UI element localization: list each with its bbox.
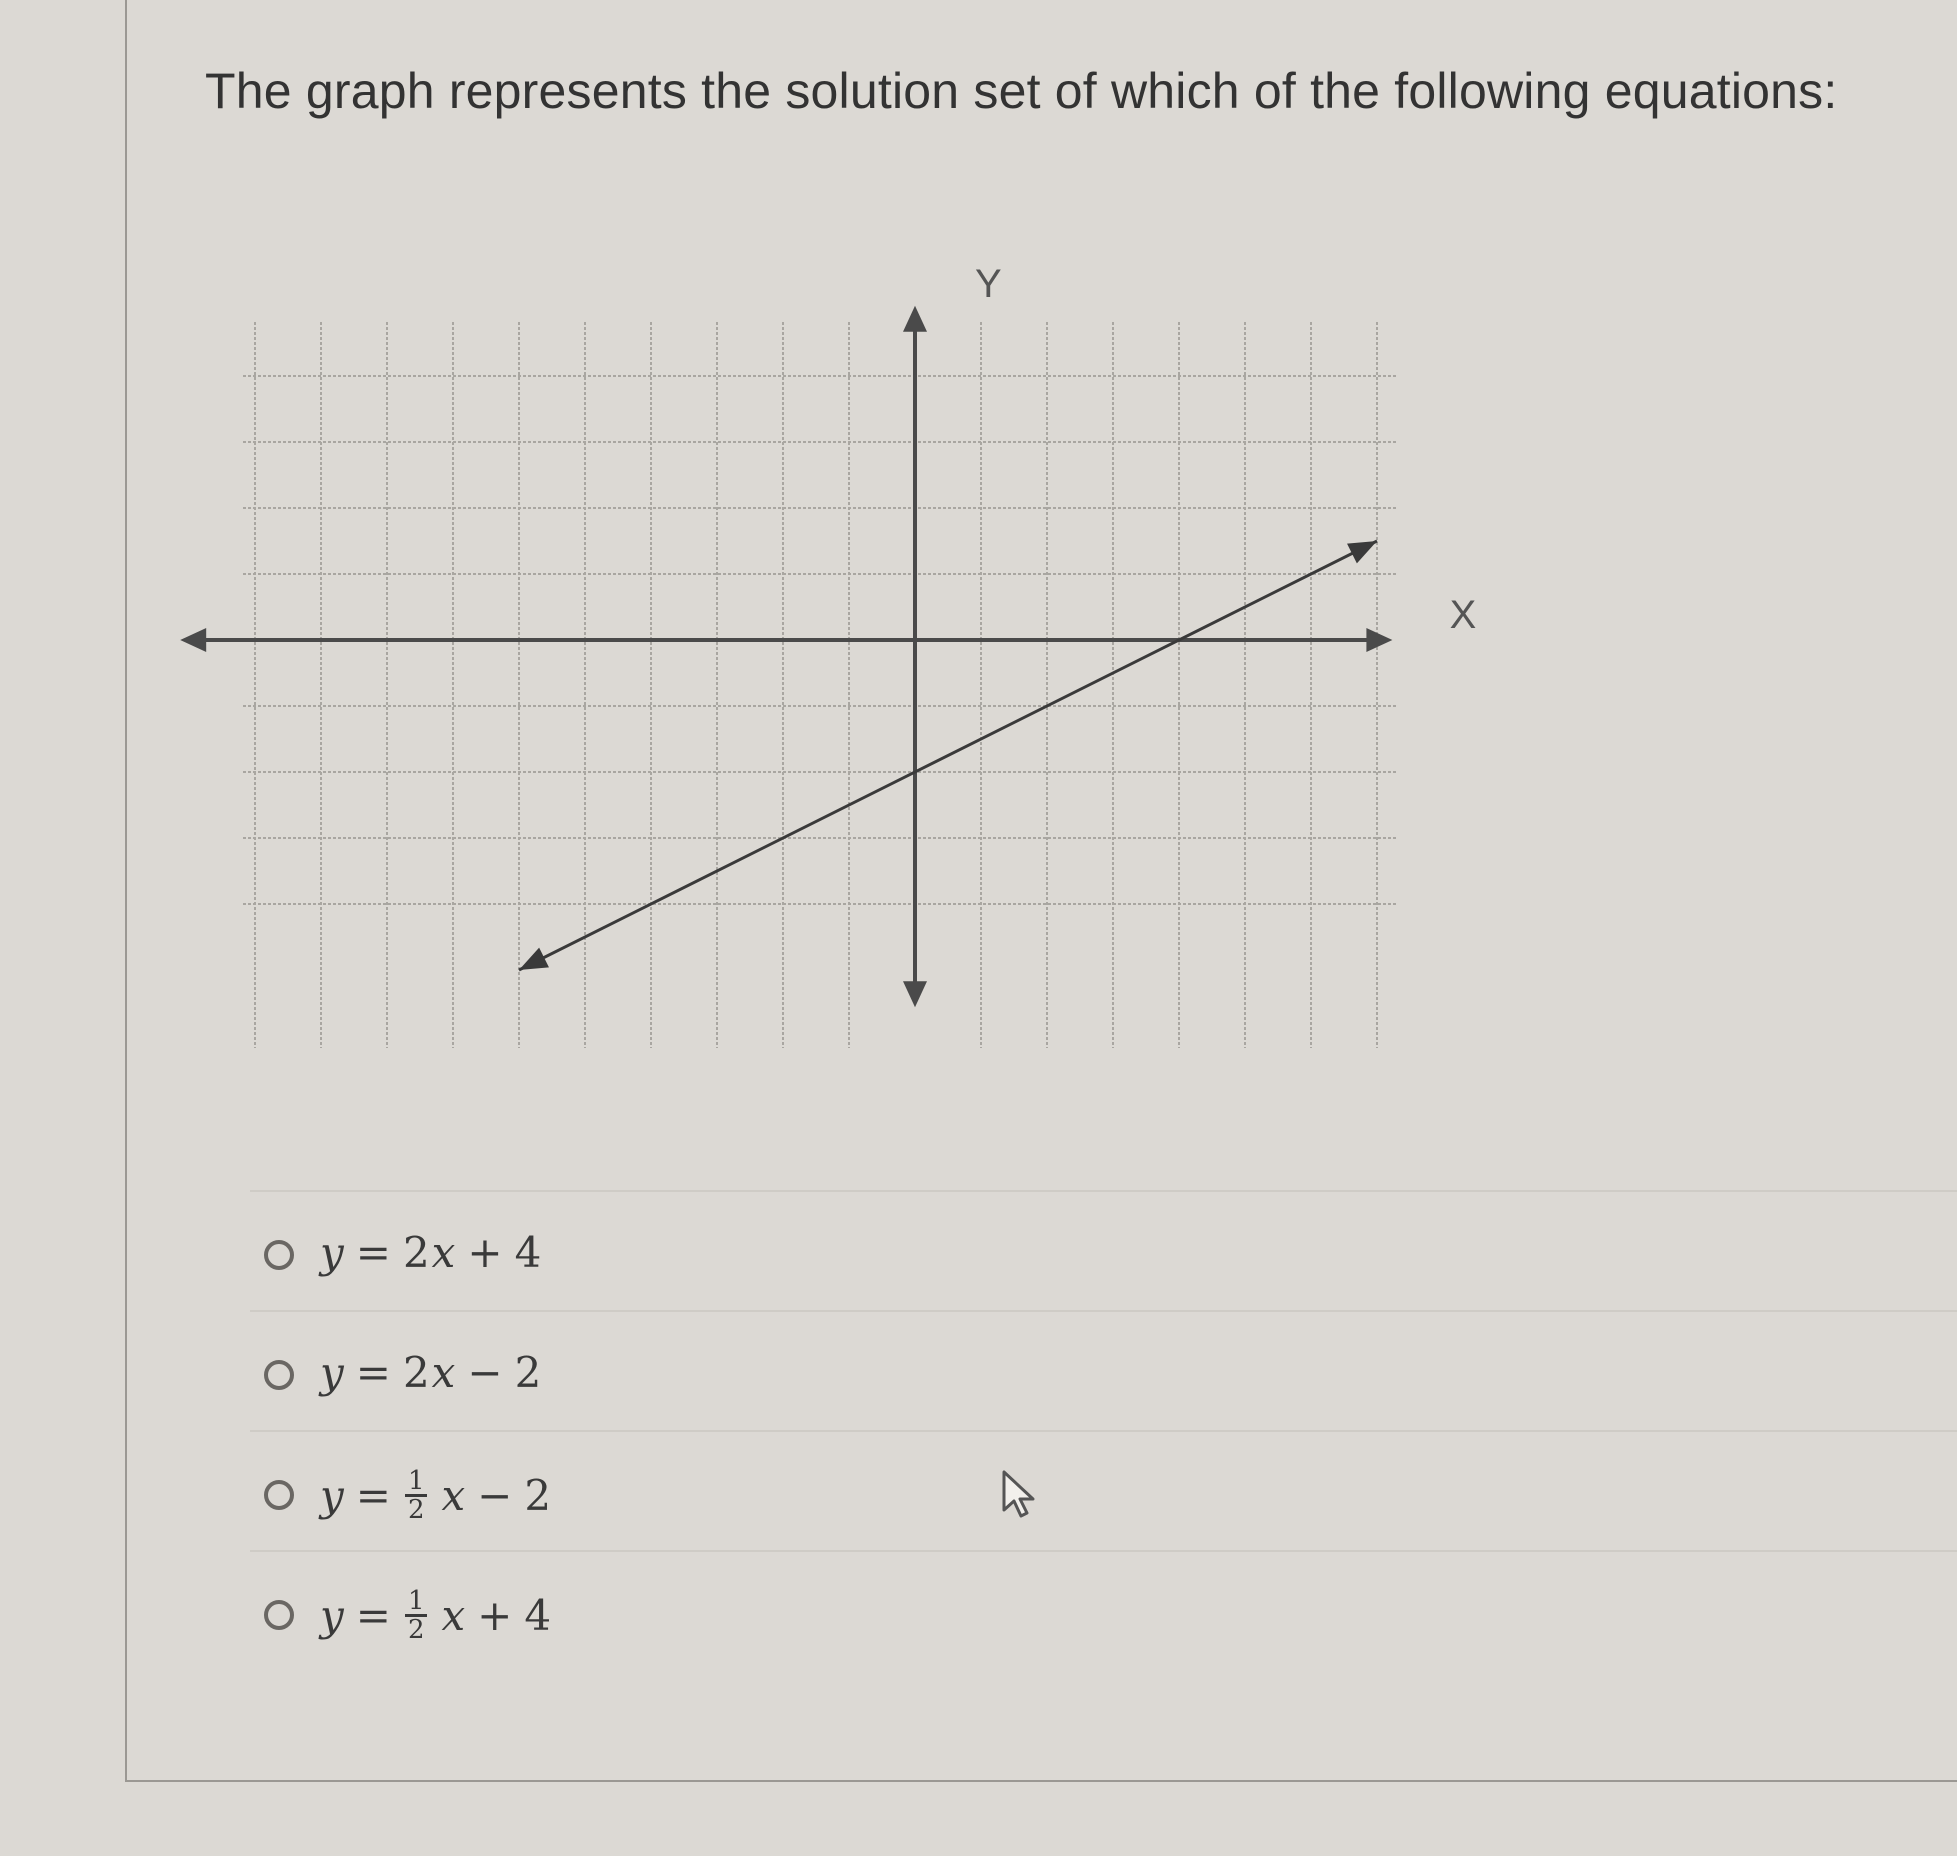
eq-const: 2 bbox=[524, 1471, 552, 1520]
option-4[interactable] bbox=[250, 1550, 1957, 1670]
eq-equals: = bbox=[355, 1228, 391, 1277]
eq-var: x bbox=[431, 1348, 456, 1397]
option-2-equation bbox=[320, 1348, 541, 1397]
solution-line bbox=[519, 541, 1377, 970]
eq-const: 4 bbox=[524, 1591, 552, 1640]
eq-op: + bbox=[467, 1228, 503, 1277]
radio-icon[interactable] bbox=[264, 1480, 294, 1510]
eq-equals: = bbox=[355, 1348, 391, 1397]
eq-fraction bbox=[405, 1468, 428, 1523]
radio-icon[interactable] bbox=[264, 1240, 294, 1270]
fraction-denominator: 2 bbox=[407, 1615, 425, 1645]
eq-var: x bbox=[431, 1228, 456, 1277]
x-axis-label: X bbox=[1449, 593, 1477, 637]
option-4-equation bbox=[320, 1588, 551, 1643]
option-3[interactable] bbox=[250, 1430, 1957, 1550]
y-axis-down-arrow bbox=[903, 981, 927, 1007]
eq-var: x bbox=[441, 1471, 466, 1520]
x-axis-left-arrow bbox=[180, 628, 206, 652]
radio-icon[interactable] bbox=[264, 1600, 294, 1630]
eq-lhs: y bbox=[320, 1228, 344, 1277]
eq-fraction bbox=[405, 1588, 428, 1643]
eq-op: − bbox=[477, 1471, 513, 1520]
eq-equals: = bbox=[355, 1591, 391, 1640]
answer-options bbox=[250, 1190, 1957, 1670]
eq-coef: 2 bbox=[402, 1228, 430, 1277]
option-3-equation bbox=[320, 1468, 551, 1523]
fraction-denominator: 2 bbox=[407, 1495, 425, 1525]
question-text: The graph represents the solution set of which of the following equations: bbox=[205, 63, 1838, 119]
eq-const: 4 bbox=[514, 1228, 542, 1277]
eq-const: 2 bbox=[514, 1348, 542, 1397]
eq-lhs: y bbox=[320, 1471, 344, 1520]
y-axis-label: Y bbox=[975, 261, 1002, 306]
radio-icon[interactable] bbox=[264, 1360, 294, 1390]
x-axis-right-arrow bbox=[1366, 628, 1392, 652]
eq-equals: = bbox=[355, 1471, 391, 1520]
y-axis-up-arrow bbox=[903, 306, 927, 332]
eq-op: + bbox=[477, 1591, 513, 1640]
eq-var: x bbox=[441, 1591, 466, 1640]
option-2[interactable] bbox=[250, 1310, 1957, 1430]
fraction-numerator: 1 bbox=[405, 1468, 428, 1497]
option-1-equation bbox=[320, 1228, 541, 1277]
eq-lhs: y bbox=[320, 1348, 344, 1397]
option-1[interactable] bbox=[250, 1190, 1957, 1310]
eq-op: − bbox=[467, 1348, 503, 1397]
solution-line-arrow-end bbox=[1347, 541, 1377, 563]
fraction-numerator: 1 bbox=[405, 1588, 428, 1617]
mouse-pointer-icon bbox=[1000, 1470, 1040, 1520]
solution-line-arrow-start bbox=[519, 948, 549, 970]
eq-lhs: y bbox=[320, 1591, 344, 1640]
eq-coef: 2 bbox=[402, 1348, 430, 1397]
